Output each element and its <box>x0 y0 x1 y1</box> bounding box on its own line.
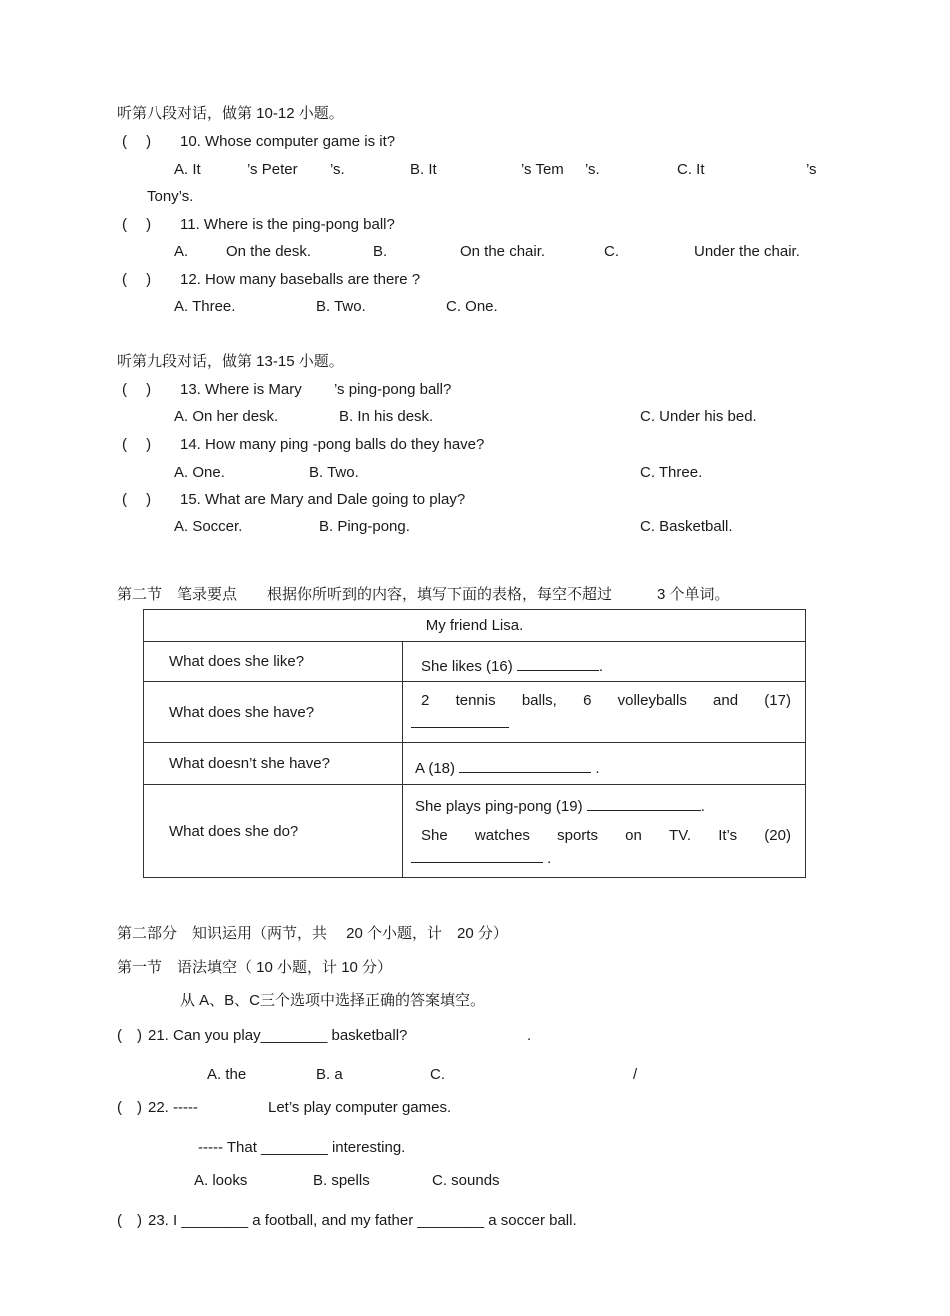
row-answer: She plays ping-pong (19) . She watches sports on TV. It’s (20) . <box>403 785 806 878</box>
q22-reply: ----- That ________ interesting. <box>198 1139 406 1156</box>
q10-option-b-part2: ’s Tem <box>521 161 564 178</box>
section8-heading: 听第八段对话，做第 10-12 小题。 <box>117 105 344 122</box>
table-title: My friend Lisa. <box>144 610 806 642</box>
q13-question: 13. Where is Mary <box>180 381 302 398</box>
part2-instruction: 从 A、B、C三个选项中选择正确的答案填空。 <box>180 992 486 1009</box>
q15-option-b: B. Ping-pong. <box>319 518 410 535</box>
q11-answer-paren[interactable]: ( ) <box>122 216 152 233</box>
table-row <box>144 743 806 785</box>
blank-19[interactable] <box>587 796 701 811</box>
q14-option-a: A. One. <box>174 464 225 481</box>
q10-option-c: C. It <box>677 161 705 178</box>
q10-question: 10. Whose computer game is it? <box>180 133 396 150</box>
table-row <box>144 682 806 743</box>
q10-option-a-part3: ’s. <box>330 161 345 178</box>
row-answer: A (18) . <box>403 743 806 785</box>
q22-answer-paren[interactable]: ( ) <box>117 1099 142 1116</box>
q21-option-b: B. a <box>316 1066 343 1083</box>
q12-option-c: C. One. <box>446 298 498 315</box>
q12-option-b: B. Two. <box>316 298 366 315</box>
q14-question: 14. How many ping -pong balls do they have? <box>180 436 485 453</box>
q10-option-b-part3: ’s. <box>585 161 600 178</box>
blank-20[interactable] <box>411 848 543 863</box>
q22-option-a: A. looks <box>194 1172 248 1189</box>
row-answer: She likes (16) . <box>403 642 806 682</box>
row-question: What does she do? <box>144 785 403 878</box>
q11-option-b: On the chair. <box>460 243 546 260</box>
q21-option-c-slash: / <box>633 1066 638 1083</box>
blank-18[interactable] <box>459 758 591 773</box>
q23-answer-paren[interactable]: ( ) <box>117 1212 142 1229</box>
q21-answer-paren[interactable]: ( ) <box>117 1027 142 1044</box>
q10-option-c-cont: Tony’s. <box>147 188 194 205</box>
row-question: What does she like? <box>144 642 403 682</box>
q11-option-b-label: B. <box>373 243 388 260</box>
q10-option-a-part2: ’s Peter <box>247 161 298 178</box>
q23-question: 23. I ________ a football, and my father ________ a soccer ball. <box>148 1212 577 1229</box>
q11-option-a-label: A. <box>174 243 189 260</box>
blank-17[interactable] <box>411 713 509 728</box>
q10-answer-paren[interactable]: ( ) <box>122 133 152 150</box>
q12-question: 12. How many baseballs are there ? <box>180 271 421 288</box>
part2-section1-heading: 第一节 语法填空（ 10 小题，计 10 分） <box>117 959 393 976</box>
q13-answer-paren[interactable]: ( ) <box>122 381 152 398</box>
q11-option-a: On the desk. <box>226 243 312 260</box>
row-answer: 2 tennis balls, 6 volleyballs and (17) <box>403 682 806 743</box>
q22-question-part2: Let’s play computer games. <box>268 1099 452 1116</box>
table-row <box>144 785 806 878</box>
q13-option-a: A. On her desk. <box>174 408 279 425</box>
q22-question: 22. ----- <box>148 1099 198 1116</box>
q15-option-c: C. Basketball. <box>640 518 733 535</box>
q21-option-a: A. the <box>207 1066 247 1083</box>
q14-answer-paren[interactable]: ( ) <box>122 436 152 453</box>
q11-option-c-label: C. <box>604 243 619 260</box>
table-row <box>144 642 806 682</box>
q10-option-b: B. It <box>410 161 437 178</box>
q21-question: 21. Can you play________ basketball? <box>148 1027 408 1044</box>
q10-option-a: A. It <box>174 161 201 178</box>
part2-heading: 第二部分 知识运用（两节，共 20 个小题，计 20 分） <box>117 925 508 942</box>
q13-question-part2: ’s ping-pong ball? <box>334 381 452 398</box>
q11-question: 11. Where is the ping-pong ball? <box>180 216 395 233</box>
q14-option-b: B. Two. <box>309 464 359 481</box>
q15-answer-paren[interactable]: ( ) <box>122 491 152 508</box>
q21-dot: . <box>527 1027 532 1044</box>
notes-heading: 第二节 笔录要点 根据你所听到的内容，填写下面的表格，每空不超过 3 个单词。 <box>117 586 730 603</box>
q10-option-c-part2: ’s <box>806 161 817 178</box>
q21-option-c: C. <box>430 1066 445 1083</box>
blank-16[interactable] <box>517 656 599 671</box>
q22-option-b: B. spells <box>313 1172 370 1189</box>
q22-option-c: C. sounds <box>432 1172 500 1189</box>
q12-answer-paren[interactable]: ( ) <box>122 271 152 288</box>
row-question: What doesn’t she have? <box>144 743 403 785</box>
q15-option-a: A. Soccer. <box>174 518 243 535</box>
q13-option-c: C. Under his bed. <box>640 408 757 425</box>
section9-heading: 听第九段对话，做第 13-15 小题。 <box>117 353 344 370</box>
q12-option-a: A. Three. <box>174 298 236 315</box>
notes-table <box>143 609 806 878</box>
row-question: What does she have? <box>144 682 403 743</box>
q14-option-c: C. Three. <box>640 464 703 481</box>
q13-option-b: B. In his desk. <box>339 408 434 425</box>
q15-question: 15. What are Mary and Dale going to play? <box>180 491 466 508</box>
q11-option-c: Under the chair. <box>694 243 800 260</box>
